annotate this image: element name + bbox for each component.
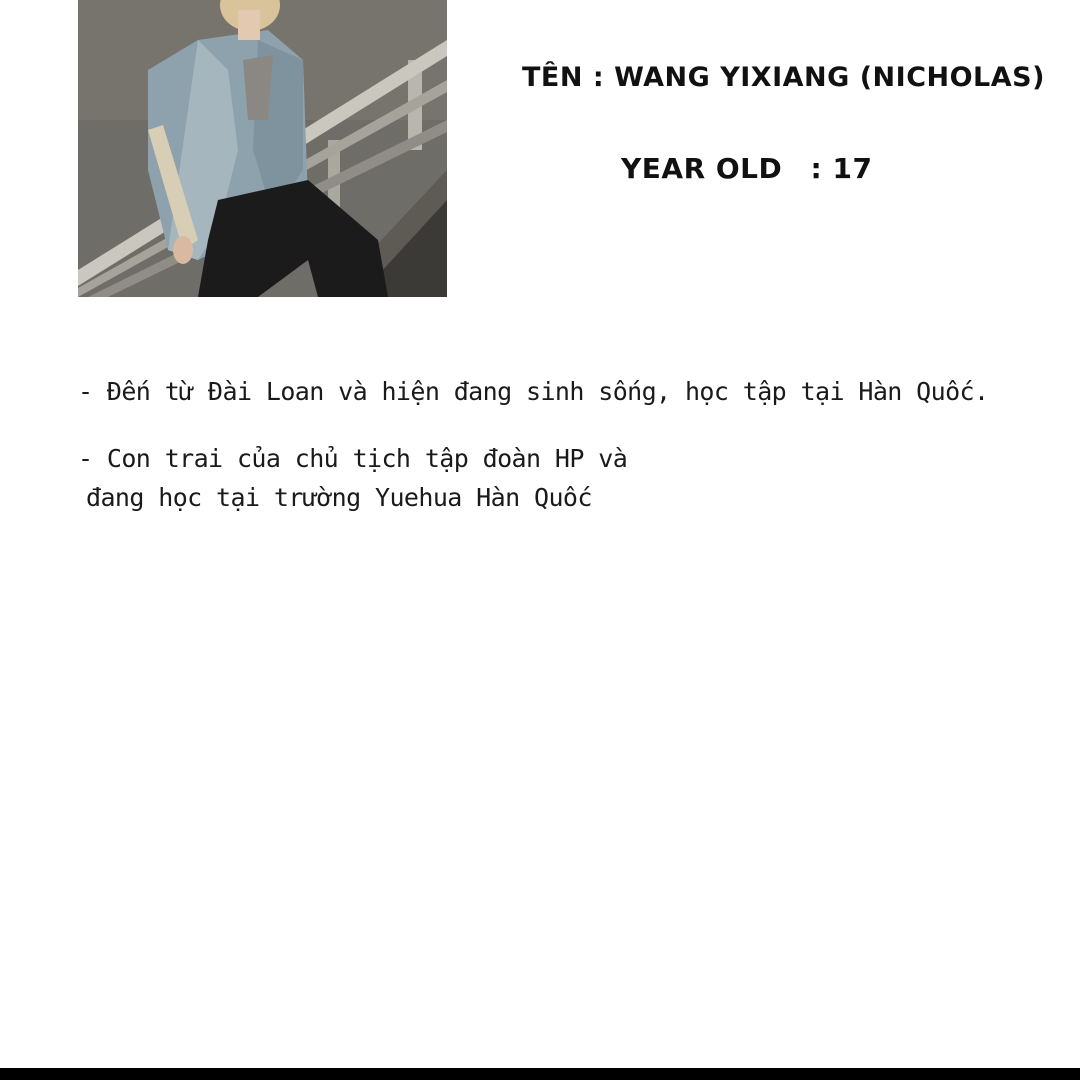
- age-line: [621, 152, 872, 185]
- bio-line-family: - Con trai của chủ tịch tập đoàn HP và: [78, 444, 628, 473]
- age-separator: :: [810, 152, 833, 185]
- name-label: TÊN: [522, 62, 583, 93]
- age-value: 17: [832, 152, 873, 185]
- name-separator: :: [592, 62, 615, 93]
- bottom-bar: [0, 1068, 1080, 1080]
- profile-photo: [78, 0, 447, 297]
- name-value: WANG YIXIANG (NICHOLAS): [614, 62, 1045, 93]
- age-label: YEAR OLD: [621, 152, 783, 185]
- name-line: [522, 62, 1045, 93]
- bio-line-school: đang học tại trường Yuehua Hàn Quốc: [86, 483, 592, 512]
- bio-line-origin: - Đến từ Đài Loan và hiện đang sinh sống, học tập tại Hàn Quốc.: [78, 377, 989, 406]
